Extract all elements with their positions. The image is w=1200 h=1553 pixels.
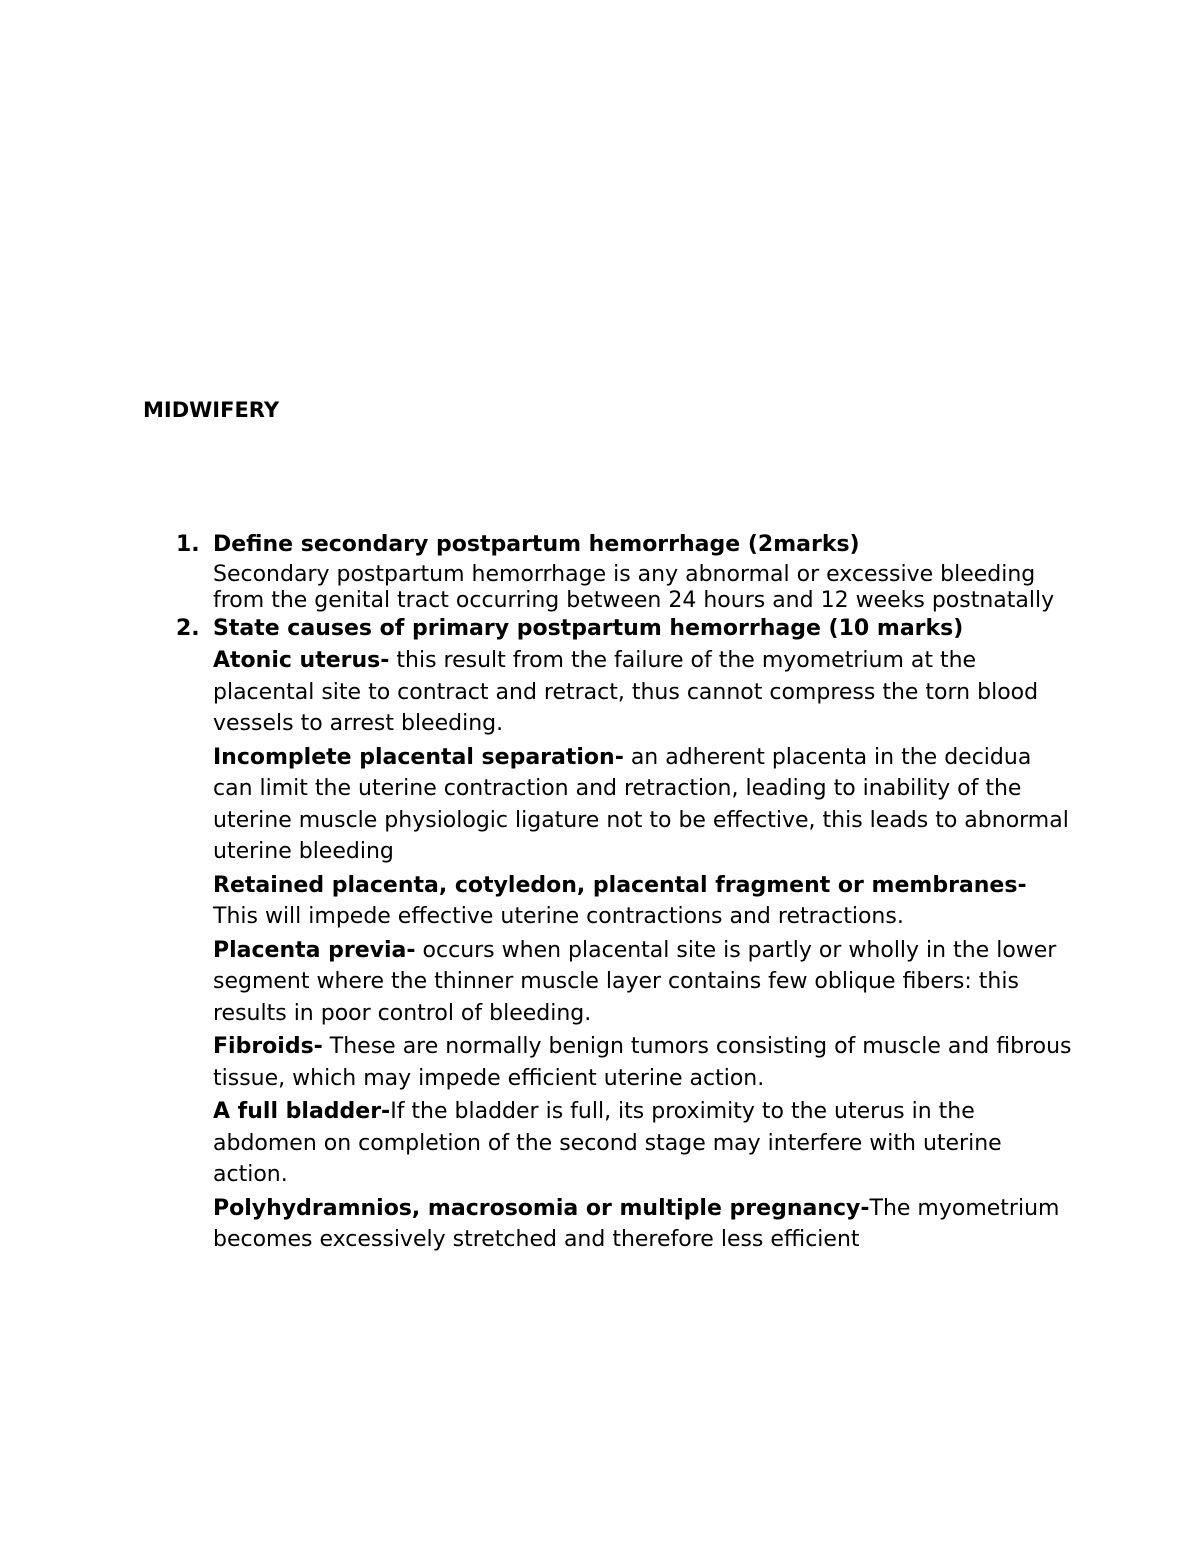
cause-item (213, 870, 1073, 933)
cause-term: Retained placenta, cotyledon, placental fragment or membranes- (213, 872, 1027, 898)
cause-item (213, 1096, 1073, 1191)
cause-description: If the bladder is full, its proximity to the uterus in the abdomen on completion of the second stage may interfere with uterine action. (213, 1099, 1002, 1187)
cause-term: Fibroids- (213, 1034, 323, 1059)
cause-term: Atonic uterus- (213, 648, 390, 673)
page-title: MIDWIFERY (143, 398, 280, 422)
cause-description: this result from the failure of the myometrium at the placental site to contract and retract, thus cannot compress the torn blood vessels to arrest bleeding. (213, 648, 1039, 736)
cause-item (213, 1031, 1073, 1094)
cause-term: Placenta previa- (213, 937, 416, 963)
question-text: State causes of primary postpartum hemorrhage (10 marks) (213, 616, 964, 641)
cause-item (213, 645, 1073, 740)
cause-description: The myometrium becomes excessively stretched and therefore less efficient (213, 1195, 1060, 1252)
cause-item (213, 935, 1073, 1030)
cause-item (213, 742, 1073, 868)
answer-text: Secondary postpartum hemorrhage is any abnormal or excessive bleeding from the genital tract occurring between 24 hours and 12 weeks postnatally (213, 562, 1055, 613)
question-list (0, 530, 1200, 1258)
cause-term: Incomplete placental separation- (213, 744, 624, 770)
question-item (0, 530, 1200, 614)
question-text: Define secondary postpartum hemorrhage (2marks) (213, 532, 860, 557)
question-number: 1. (176, 532, 200, 557)
question-item (0, 614, 1200, 1256)
question-number: 2. (176, 616, 200, 641)
cause-term: A full bladder- (213, 1099, 391, 1124)
cause-description: These are normally benign tumors consisting of muscle and fibrous tissue, which may impede efficient uterine action. (213, 1034, 1072, 1091)
cause-description: an adherent placenta in the decidua can limit the uterine contraction and retraction, leading to inability of the uterine muscle physiologic ligature not to be effective, this leads to abnormal uterine bleeding (213, 744, 1069, 864)
cause-description: occurs when placental site is partly or wholly in the lower segment where the thinner muscle layer contains few oblique fibers: this results in poor control of bleeding. (213, 937, 1057, 1026)
cause-term: Polyhydramnios, macrosomia or multiple pregnancy- (213, 1195, 870, 1221)
cause-description: This will impede effective uterine contractions and retractions. (213, 904, 904, 929)
cause-item (213, 1193, 1073, 1256)
